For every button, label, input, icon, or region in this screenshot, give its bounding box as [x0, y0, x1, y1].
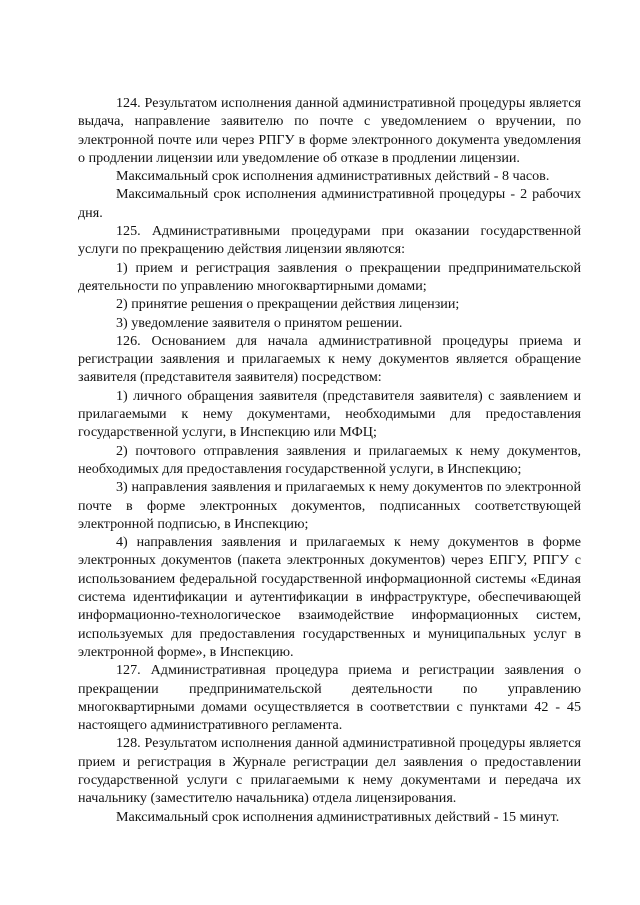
paragraph-126-item-4: 4) направления заявления и прилагаемых к нему документов в форме электронных документов (пакета электронных документов) через ЕПГУ, РПГУ с использованием федеральной государственной информационной системы «Единая система идентификации и аутентификации в инфраструктуре, обеспечивающей информационно-технологическое взаимодействие информационных систем, используемых для предоставления государственных и муниципальных услуг в электронной форме», в Инспекцию.	[78, 534, 581, 660]
paragraph-124: 124. Результатом исполнения данной административной процедуры является выдача, направление заявителю по почте с уведомлением о вручении, по электронной почте или через РПГУ в форме электронного документа уведомления о продлении лицензии или уведомление об отказе в продлении лицензии.	[78, 95, 581, 166]
paragraph-126-item-2: 2) почтового отправления заявления и прилагаемых к нему документов, необходимых для предоставления государственной услуги, в Инспекцию;	[78, 442, 581, 477]
paragraph-125-item-3: 3) уведомление заявителя о принятом решении.	[116, 314, 403, 331]
paragraph-max-time-actions-8h: Максимальный срок исполнения административных действий - 8 часов.	[116, 168, 550, 185]
paragraph-127: 127. Административная процедура приема и регистрации заявления о прекращении предпринимательской деятельности по управлению многоквартирными домами осуществляется в соответствии с пунктами 42 - 45 настоящего административного регламента.	[78, 662, 581, 734]
paragraph-126: 126. Основанием для начала административной процедуры приема и регистрации заявления и прилагаемых к нему документов является обращение заявителя (представителя заявителя) посредством:	[78, 332, 581, 386]
paragraph-126-item-1: 1) личного обращения заявителя (представителя заявителя) с заявлением и прилагаемыми к нему документами, необходимыми для предоставления государственной услуги, в Инспекцию или МФЦ;	[78, 387, 581, 441]
document-page	[78, 94, 581, 826]
paragraph-128: 128. Результатом исполнения данной административной процедуры является прием и регистрация в Журнале регистрации дел заявления о предоставлении государственной услуги с прилагаемыми к нему документами и передача их начальнику (заместителю начальника) отдела лицензирования.	[78, 735, 581, 807]
paragraph-125-item-1: 1) прием и регистрация заявления о прекращении предпринимательской деятельности по управлению многоквартирными домами;	[78, 259, 581, 294]
paragraph-125-item-2: 2) принятие решения о прекращении действия лицензии;	[116, 296, 460, 313]
paragraph-max-time-actions-15m: Максимальный срок исполнения административных действий - 15 минут.	[116, 808, 560, 825]
paragraph-max-time-procedure-2d: Максимальный срок исполнения административной процедуры - 2 рабочих дня.	[78, 186, 581, 221]
paragraph-126-item-3: 3) направления заявления и прилагаемых к нему документов по электронной почте в форме электронных документов, подписанных соответствующей электронной подписью, в Инспекцию;	[78, 479, 581, 532]
paragraph-125: 125. Административными процедурами при оказании государственной услуги по прекращению действия лицензии являются:	[78, 223, 581, 258]
